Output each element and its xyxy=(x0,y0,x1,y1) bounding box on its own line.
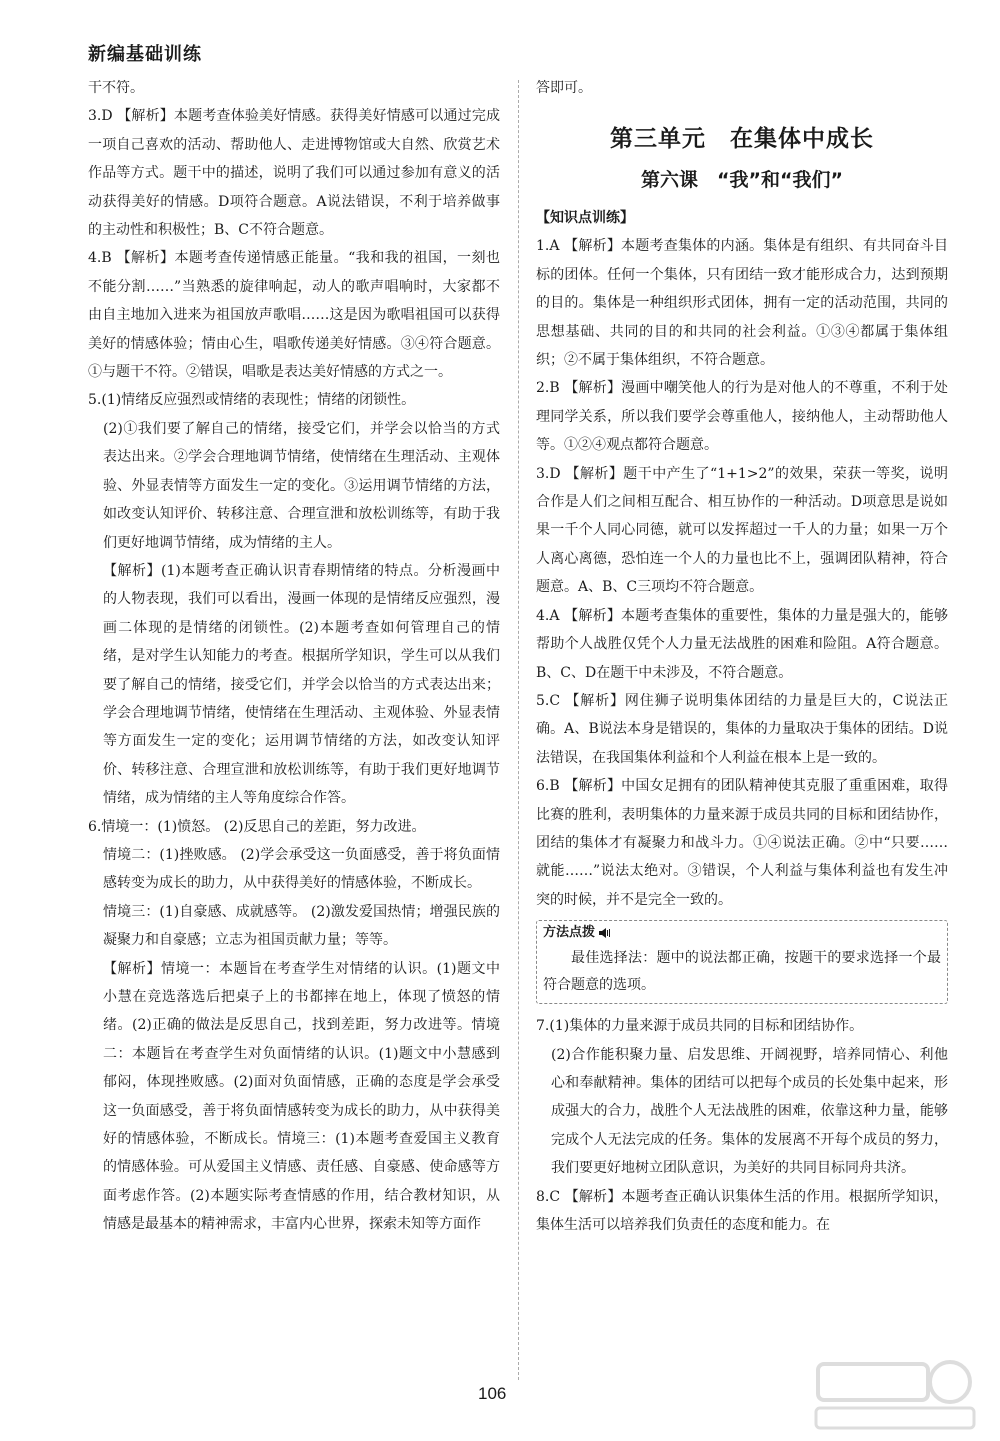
method-tip-header xyxy=(543,921,941,945)
method-tip-label: 方法点拨 xyxy=(543,925,596,941)
answer-6-analysis: 【解析】情境一：本题旨在考查学生对情绪的认识。(1)题文中小慧在竞选落选后把桌子上的书都摔在地上，体现了愤怒的情绪。(2)正确的做法是反思自己，找到差距，努力改进等。情境二：本题旨在考查学生对负面情绪的认识。(1)题文中小慧感到郁闷，体现挫败感。(2)面对负面情感，正确的态度是学会承受这一负面感受，善于将负面情感转变为成长的助力，从中获得美好的情感体验，不断成长。情境三：(1)本题考查爱国主义教育的情感体验。可从爱国主义情感、责任感、自豪感、使命感等方面考虑作答。(2)本题实际考查情感的作用，结合教材知识，从情感是最基本的精神需求，丰富内心世界，探索未知等方面作 xyxy=(103,960,500,1233)
page-number: 106 xyxy=(478,1384,507,1403)
unit-title: 第三单元 在集体中成长 xyxy=(610,126,874,153)
answer-5-part-2: (2)①我们要了解自己的情绪，接受它们，并学会以恰当的方式表达出来。②学会合理地调节情绪，使情绪在生理活动、主观体验、外显表情等方面发生一定的变化。③运用调节情绪的方法，如改变认知评价、转移注意、合理宣泄和放松训练等，有助于我们更好地调节情绪，成为情绪的主人。 xyxy=(103,420,500,551)
answer-r3: 3.D 【解析】题干中产生了“1+1>2”的效果，荣获一等奖，说明合作是人们之间相互配合、相互协作的一种活动。D项意思是说如果一千个人同心同德，就可以发挥超过一千人的力量；如果一万个人离心离德，恐怕连一个人的力量也比不上，强调团队精神，符合题意。A、B、C三项均不符合题意。 xyxy=(536,465,948,596)
answer-r1: 1.A 【解析】本题考查集体的内涵。集体是有组织、有共同奋斗目标的团体。任何一个集体，只有团结一致才能形成合力，达到预期的目的。集体是一种组织形式团体，拥有一定的活动范围，共同的思想基础、共同的目的和共同的社会利益。①③④都属于集体组织；②不属于集体组织，不符合题意。 xyxy=(536,238,948,369)
answer-6-scenario-3: 情境三：(1)自豪感、成就感等。 (2)激发爱国热情；增强民族的凝聚力和自豪感；立志为祖国贡献力量；等等。 xyxy=(103,903,500,949)
left-para-0: 干不符。 xyxy=(88,80,144,96)
answer-6-scenario-2: 情境二：(1)挫败感。 (2)学会承受这一负面感受，善于将负面情感转变为成长的助力，从中获得美好的情感体验，不断成长。 xyxy=(103,846,500,892)
right-top-line: 答即可。 xyxy=(536,80,592,96)
section-tag: 【知识点训练】 xyxy=(536,210,634,227)
answer-5-part-1: 5.(1)情绪反应强烈或情绪的表现性；情绪的闭锁性。 xyxy=(88,392,416,409)
lesson-title: 第六课 “我”和“我们” xyxy=(641,169,843,192)
answer-3: 3.D 【解析】本题考查体验美好情感。获得美好情感可以通过完成一项自己喜欢的活动、帮助他人、走进博物馆或大自然、欣赏艺术作品等方式。题干中的描述，说明了我们可以通过参加有意义的活动获得美好的情感。D项符合题意。A说法错误，不利于培养做事的主动性和积极性；B、C不符合题意。 xyxy=(88,108,500,239)
answer-r7-part-2: (2)合作能积聚力量、启发思维、开阔视野，培养同情心、利他心和奉献精神。集体的团结可以把每个成员的长处集中起来，形成强大的合力，战胜个人无法战胜的困难，依靠这种力量，能够完成个人无法完成的任务。集体的发展离不开每个成员的努力，我们要更好地树立团队意识，为美好的共同目标同舟共济。 xyxy=(551,1046,948,1177)
watermark-logo xyxy=(810,1356,980,1432)
answer-r2: 2.B 【解析】漫画中嘲笑他人的行为是对他人的不尊重，不利于处理同学关系，所以我们要学会尊重他人，接纳他人，主动帮助他人等。①②④观点都符合题意。 xyxy=(536,380,948,454)
answer-r5: 5.C 【解析】网住狮子说明集体团结的力量是巨大的，C说法正确。A、B说法本身是错误的，集体的力量取决于集体的团结。D说法错误，在我国集体利益和个人利益在根本上是一致的。 xyxy=(536,692,948,766)
answer-5-analysis: 【解析】(1)本题考查正确认识青春期情绪的特点。分析漫画中的人物表现，我们可以看出，漫画一体现的是情绪反应强烈，漫画二体现的是情绪的闭锁性。(2)本题考查如何管理自己的情绪，是对学生认知能力的考查。根据所学知识，学生可以从我们要了解自己的情绪，接受它们，并学会以恰当的方式表达出来；学会合理地调节情绪，使情绪在生理活动、主观体验、外显表情等方面发生一定的变化；运用调节情绪的方法，如改变认知评价、转移注意、合理宣泄和放松训练等，有助于我们更好地调节情绪，成为情绪的主人等角度综合作答。 xyxy=(103,562,500,807)
speaker-icon xyxy=(599,928,611,938)
method-tip-text: 最佳选择法：题中的说法都正确，按题干的要求选择一个最符合题意的选项。 xyxy=(543,950,941,994)
answer-r6: 6.B 【解析】中国女足拥有的团队精神使其克服了重重困难，取得比赛的胜利，表明集体的力量来源于成员共同的目标和团结协作，团结的集体才有凝聚力和战斗力。①④说法正确。②中“只要……就能……”说法太绝对。③错误，个人利益与集体利益也有发生冲突的时候，并不是完全一致的。 xyxy=(536,778,948,908)
answer-6-scenario-1: 6.情境一：(1)愤怒。 (2)反思自己的差距，努力改进。 xyxy=(88,818,426,835)
answer-4: 4.B 【解析】本题考查传递情感正能量。“我和我的祖国，一刻也不能分割……”当熟悉的旋律响起，动人的歌声唱响时，大家都不由自主地加入进来为祖国放声歌唱……这是因为歌唱祖国可以获得美好的情感体验；情由心生，唱歌传递美好情感。③④符合题意。①与题干不符。②错误，唱歌是表达美好情感的方式之一。 xyxy=(88,250,500,381)
column-divider xyxy=(518,80,519,1380)
answer-r7-part-1: 7.(1)集体的力量来源于成员共同的目标和团结协作。 xyxy=(536,1018,864,1035)
book-title: 新编基础训练 xyxy=(88,44,202,65)
left-column xyxy=(88,74,500,1239)
method-tip-box xyxy=(536,920,948,1004)
right-column xyxy=(536,74,948,1239)
answer-r4: 4.A 【解析】本题考查集体的重要性，集体的力量是强大的，能够帮助个人战胜仅凭个人力量无法战胜的困难和险阻。A符合题意。B、C、D在题干中未涉及，不符合题意。 xyxy=(536,607,948,681)
answer-r8: 8.C 【解析】本题考查正确认识集体生活的作用。根据所学知识，集体生活可以培养我们负责任的态度和能力。在 xyxy=(536,1188,948,1233)
